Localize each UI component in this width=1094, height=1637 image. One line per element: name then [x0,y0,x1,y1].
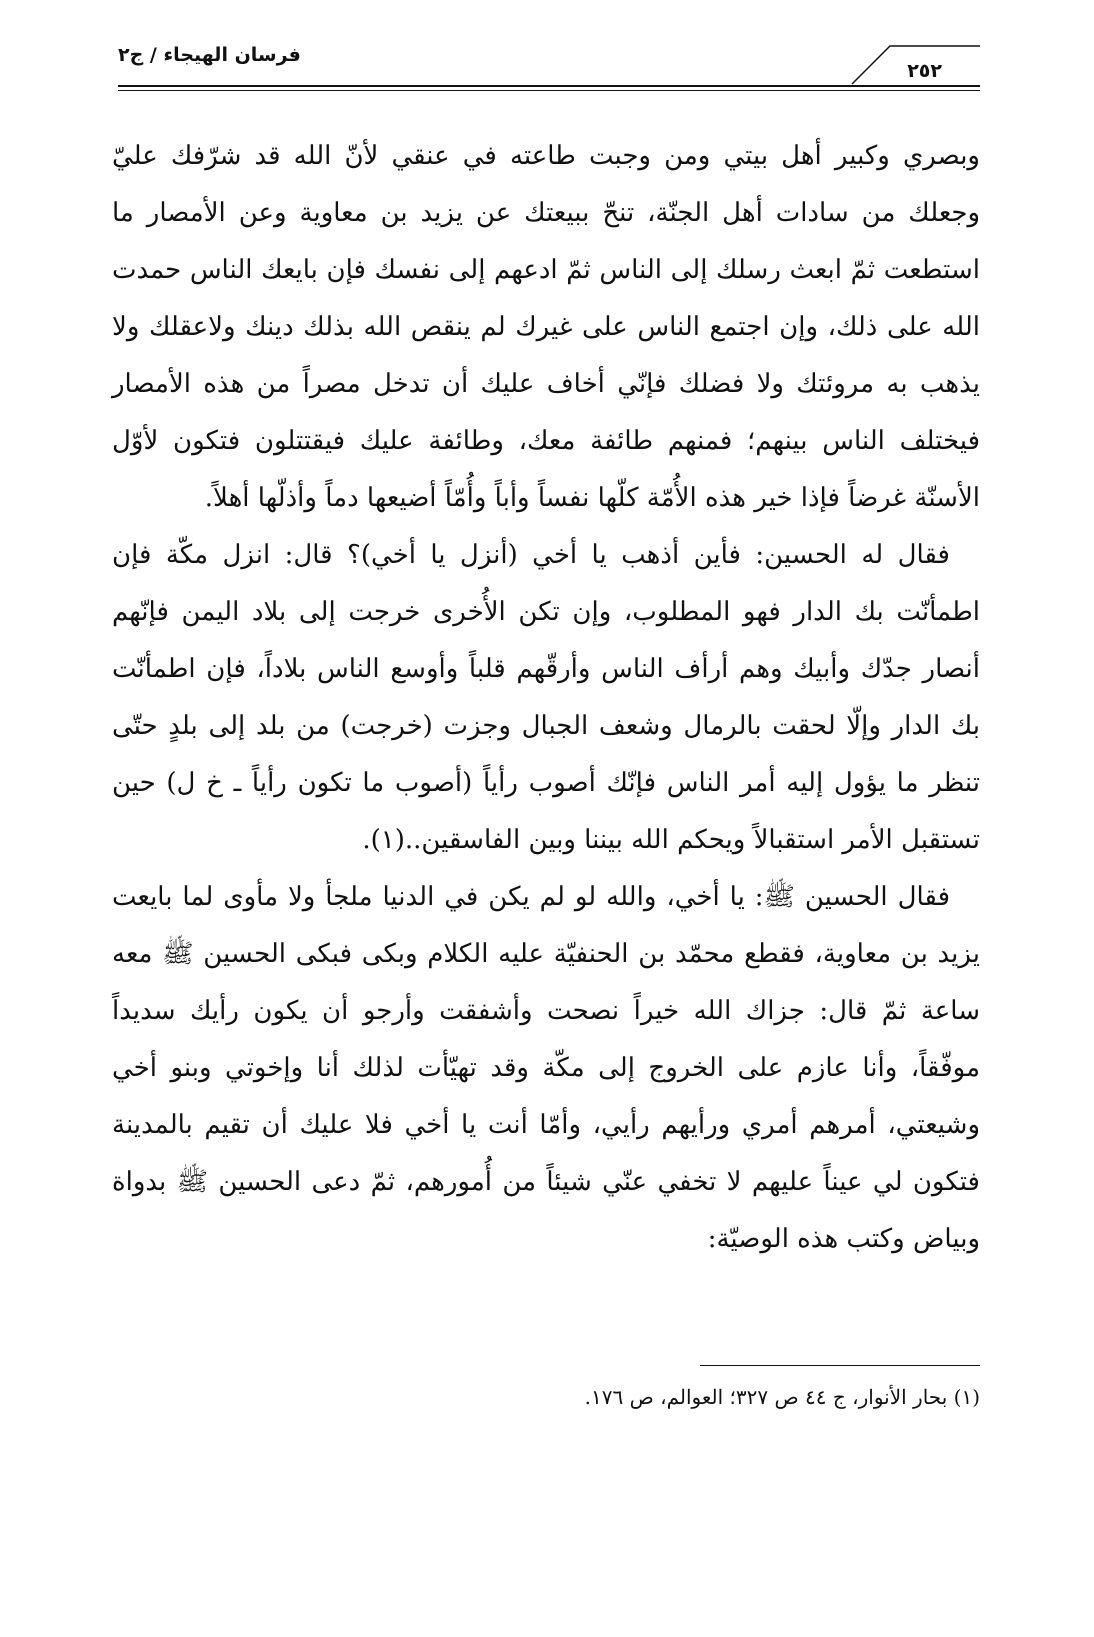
footnote: (١) بحار الأنوار، ج ٤٤ ص ٣٢٧؛ العوالم، ص ١٧٦. [584,1385,980,1409]
paragraph-3: فقال الحسين ﷺ: يا أخي، والله لو لم يكن في الدنيا ملجأ ولا مأوى لما بايعت يزيد بن معاوية، فقطع محمّد بن الحنفيّة عليه الكلام وبكى فبكى الحسين ﷺ معه ساعة ثمّ قال: جزاك الله خيراً نصحت وأشفقت وأرجو أن يكون رأيك سديداً موفّقاً، وأنا عازم على الخروج إلى مكّة وقد تهيّأت لذلك أنا وإخوتي وبنو أخي وشيعتي، أمرهم أمري ورأيهم رأيي، وأمّا أنت يا أخي فلا عليك أن تقيم بالمدينة فتكون لي عيناً عليهم لا تخفي عنّي شيئاً من أُمورهم، ثمّ دعى الحسين ﷺ بدواة وبياض وكتب هذه الوصيّة: [112,882,980,1254]
paragraph-2: فقال له الحسين: فأين أذهب يا أخي (أنزل يا أخي)؟ قال: انزل مكّة فإن اطمأنّت بك الدار فهو المطلوب، وإن تكن الأُخرى خرجت إلى بلاد اليمن فإنّهم أنصار جدّك وأبيك وهم أرأف الناس وأرقّهم قلباً وأوسع الناس بلاداً، فإن اطمأنّت بك الدار وإلّا لحقت بالرمال وشعف الجبال وجزت (خرجت) من بلد إلى بلدٍ حتّى تنظر ما يؤول إليه أمر الناس فإنّك أصوب رأياً (أصوب ما تكون رأياً ـ خ ل) حين تستقبل الأمر استقبالاً ويحكم الله بيننا وبين الفاسقين..(١). [112,540,980,855]
page-header [118,40,980,92]
header-rule-thick [118,85,980,87]
paragraph-1: وبصري وكبير أهل بيتي ومن وجبت طاعته في عنقي لأنّ الله قد شرّفك عليّ وجعلك من سادات أهل الجنّة، تنحّ ببيعتك عن يزيد بن معاوية وعن الأمصار ما استطعت ثمّ ابعث رسلك إلى الناس ثمّ ادعهم إلى نفسك فإن بايعك الناس حمدت الله على ذلك، وإن اجتمع الناس على غيرك لم ينقص الله بذلك دينك ولاعقلك ولا يذهب به مروئتك ولا فضلك فإنّي أخاف عليك أن تدخل مصراً من هذه الأمصار فيختلف الناس بينهم؛ فمنهم طائفة معك، وطائفة عليك فيقتتلون فتكون لأوّل الأسنّة غرضاً فإذا خير هذه الأُمّة كلّها نفساً وأباً وأُمّاً أضيعها دماً وأذلّها أهلاً. [112,141,980,513]
running-title: فرسان الهيجاء / ج٢ [118,44,301,66]
page-number: ٢٥٢ [907,60,942,82]
footnote-separator [700,1365,980,1366]
header-rule-thin [118,90,980,91]
main-text [112,128,980,1268]
